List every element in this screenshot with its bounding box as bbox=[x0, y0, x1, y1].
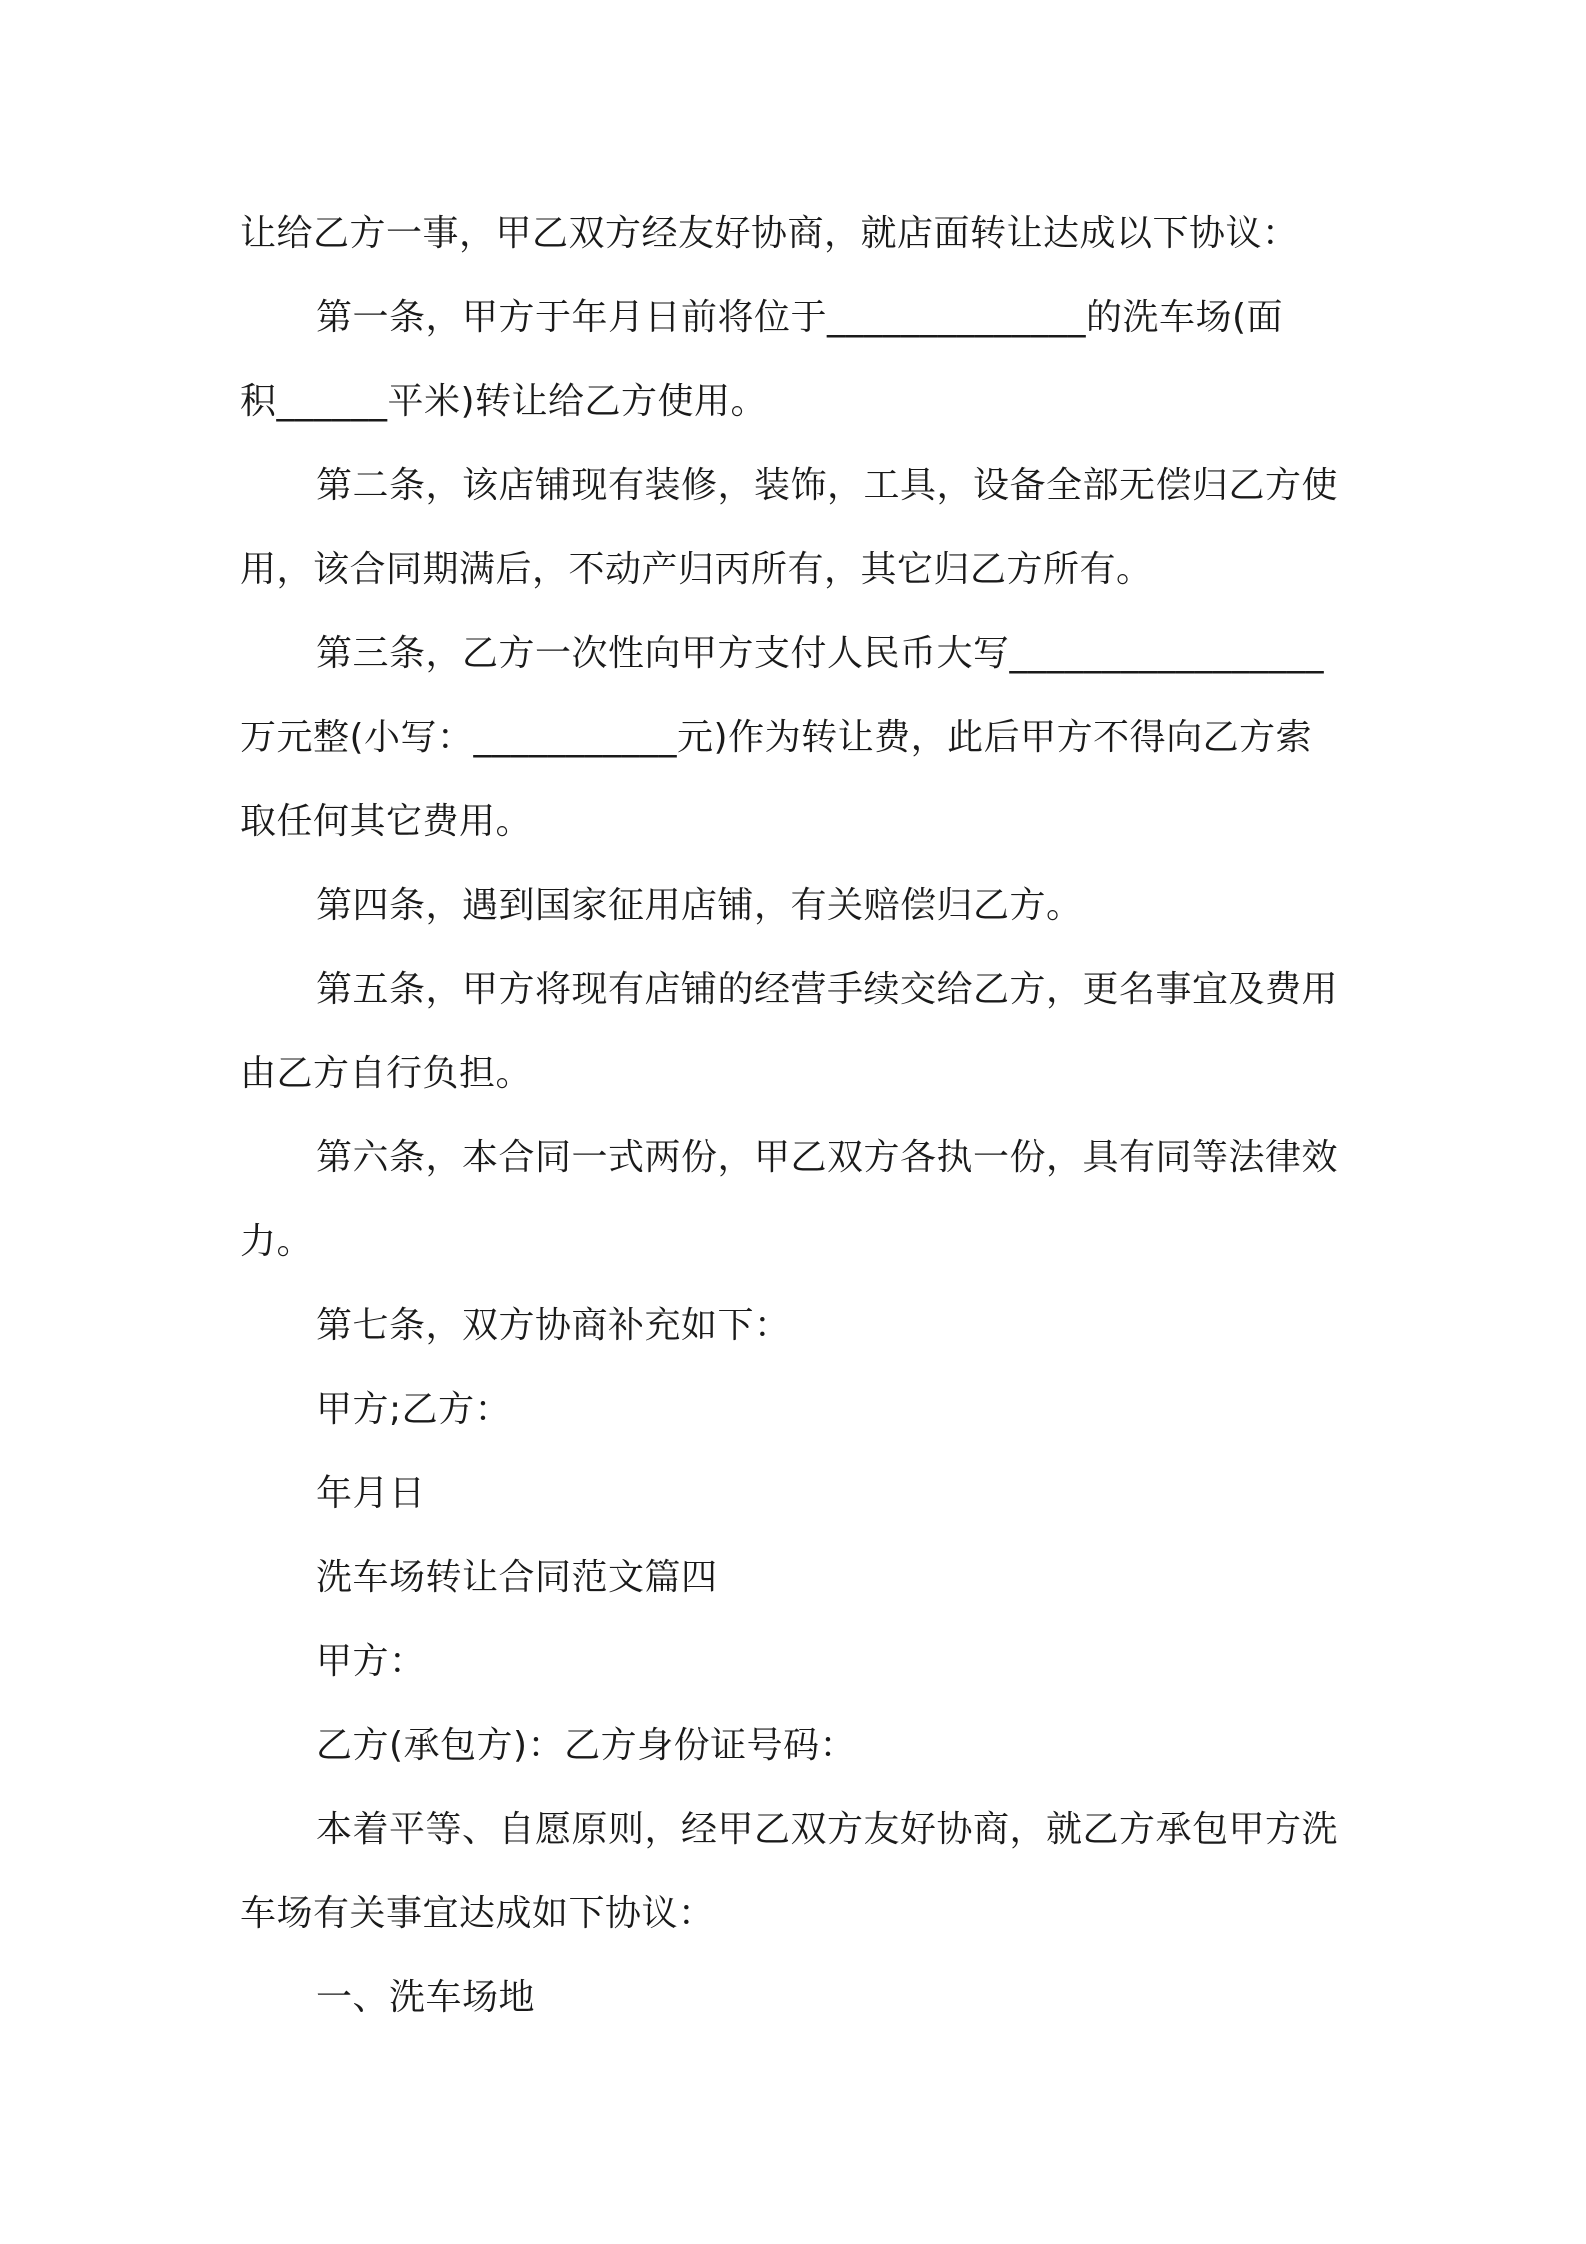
text-line: 万元整(小写：___________元)作为转让费，此后甲方不得向乙方索 bbox=[240, 717, 1313, 758]
text-line: 让给乙方一事，甲乙双方经友好协商，就店面转让达成以下协议： bbox=[240, 213, 1299, 254]
text-line: 第四条，遇到国家征用店铺，有关赔偿归乙方。 bbox=[316, 885, 1083, 926]
text-line: 本着平等、自愿原则，经甲乙双方友好协商，就乙方承包甲方洗 bbox=[316, 1809, 1339, 1850]
text-line: 第一条，甲方于年月日前将位于______________的洗车场(面 bbox=[316, 297, 1284, 338]
text-line: 第五条，甲方将现有店铺的经营手续交给乙方，更名事宜及费用 bbox=[316, 969, 1339, 1010]
text-line: 第六条，本合同一式两份，甲乙双方各执一份，具有同等法律效 bbox=[316, 1137, 1339, 1178]
text-line: 甲方;乙方： bbox=[316, 1389, 512, 1430]
text-line: 乙方(承包方)：乙方身份证号码： bbox=[316, 1725, 857, 1766]
section-heading: 一、洗车场地 bbox=[316, 1977, 536, 2018]
document-body bbox=[240, 192, 1360, 2040]
text-line: 由乙方自行负担。 bbox=[240, 1053, 533, 1094]
text-line: 车场有关事宜达成如下协议： bbox=[240, 1893, 715, 1934]
text-line: 甲方： bbox=[316, 1641, 426, 1682]
text-line: 力。 bbox=[240, 1221, 314, 1262]
text-line: 第三条，乙方一次性向甲方支付人民币大写_________________ bbox=[316, 633, 1325, 674]
text-line: 用，该合同期满后，不动产归丙所有，其它归乙方所有。 bbox=[240, 549, 1153, 590]
text-line: 积______平米)转让给乙方使用。 bbox=[240, 381, 768, 422]
text-line: 年月日 bbox=[316, 1473, 426, 1514]
text-line: 第二条，该店铺现有装修，装饰，工具，设备全部无偿归乙方使 bbox=[316, 465, 1339, 506]
section-heading: 洗车场转让合同范文篇四 bbox=[316, 1557, 718, 1598]
text-line: 第七条，双方协商补充如下： bbox=[316, 1305, 791, 1346]
text-line: 取任何其它费用。 bbox=[240, 801, 533, 842]
